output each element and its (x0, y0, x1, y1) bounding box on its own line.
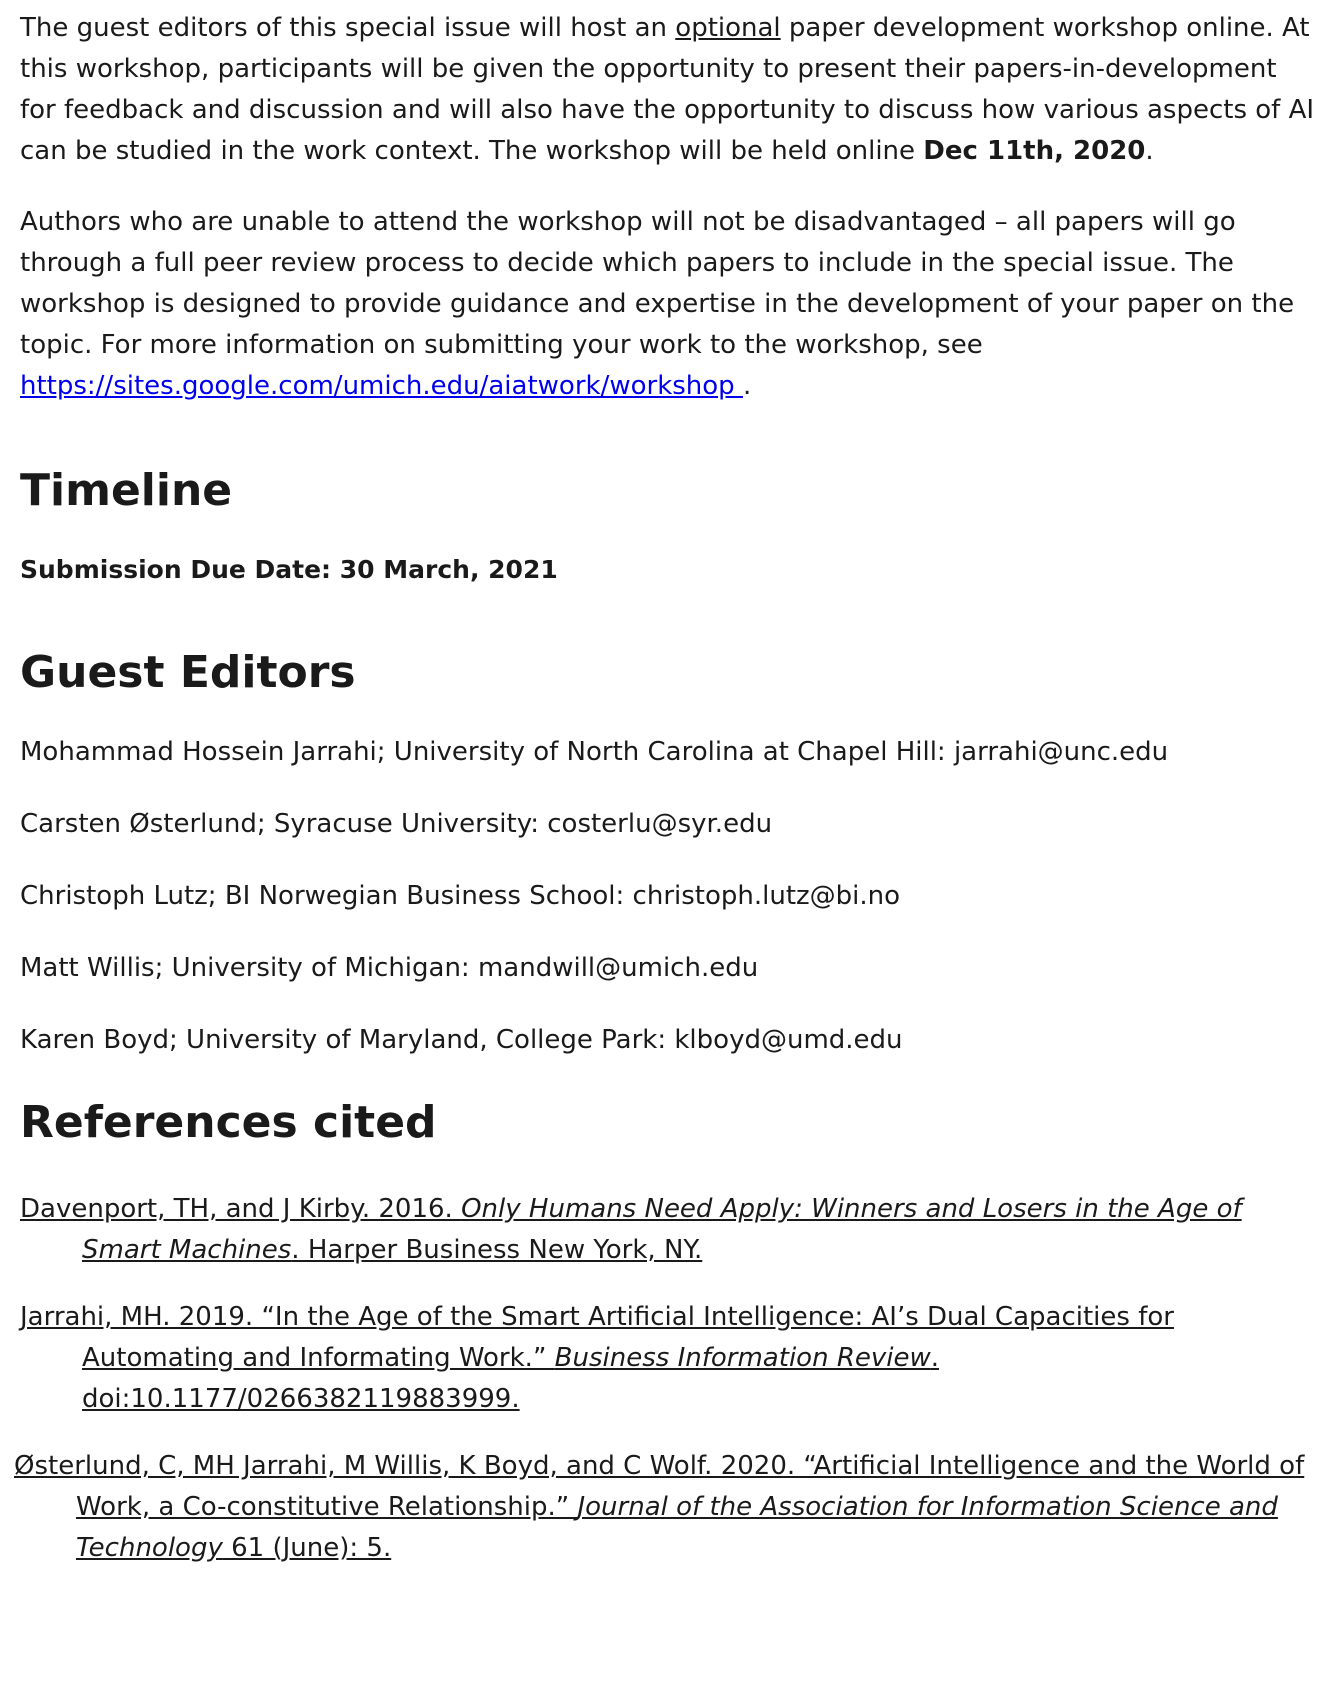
reference-entry (14, 1446, 1320, 1569)
reference-details: . Harper Business New York, NY. (291, 1235, 703, 1265)
references-list (14, 1189, 1320, 1569)
workshop-text-a: The guest editors of this special issue will host an (20, 13, 676, 43)
workshop-text-b: paper development workshop online. At this workshop, participants will be given the opportunity to present their papers-in-development for feedback and discussion and will also have the opportunity to discuss how various aspects of AI can be studied in the work context. The workshop will be held online (20, 13, 1315, 166)
editor-entry: Matt Willis; University of Michigan: mandwill@umich.edu (20, 953, 759, 983)
document-page (14, 8, 1320, 1595)
guest-editors-heading: Guest Editors (20, 647, 356, 698)
workshop-paragraph (20, 8, 1320, 172)
workshop-text-end: . (1145, 136, 1154, 166)
reference-details: . doi:10.1177/0266382119883999. (82, 1343, 940, 1414)
reference-authors: Østerlund, C, MH Jarrahi, M Willis, K Boyd, and C Wolf. 2020. “Artificial Intelligence and the World of Work, a Co-constitutive Relationship.” (14, 1451, 1305, 1522)
optional-word: optional (675, 13, 781, 43)
reference-title: Journal of the Association for Information Science and Technology (76, 1492, 1278, 1563)
submission-due-date: Submission Due Date: 30 March, 2021 (20, 555, 558, 584)
workshop-date: Dec 11th, 2020 (923, 136, 1146, 166)
reference-entry (20, 1297, 1320, 1420)
reference-details: 61 (June): 5. (222, 1533, 392, 1563)
editor-entry: Christoph Lutz; BI Norwegian Business School: christoph.lutz@bi.no (20, 881, 901, 911)
timeline-heading: Timeline (20, 465, 233, 516)
workshop-link[interactable]: https://sites.google.com/umich.edu/aiatwork/workshop (20, 371, 743, 401)
editors-list (20, 735, 1320, 1057)
reference-authors: Davenport, TH, and J Kirby. 2016. (20, 1194, 462, 1224)
authors-text-end: . (742, 371, 752, 401)
reference-title: Business Information Review (554, 1343, 931, 1373)
references-heading: References cited (20, 1097, 437, 1148)
reference-authors: Jarrahi, MH. 2019. “In the Age of the Smart Artificial Intelligence: AI’s Dual Capacities for Automating and Informating Work.” (20, 1302, 1174, 1373)
reference-title: Only Humans Need Apply: Winners and Losers in the Age of Smart Machines (82, 1194, 1242, 1265)
editor-entry: Karen Boyd; University of Maryland, College Park: klboyd@umd.edu (20, 1025, 903, 1055)
authors-paragraph (20, 202, 1320, 407)
authors-text: Authors who are unable to attend the workshop will not be disadvantaged – all papers will go through a full peer review process to decide which papers to include in the special issue. The workshop is designed to provide guidance and expertise in the development of your paper on the topic. For more information on submitting your work to the workshop, see (20, 207, 1295, 360)
editor-entry: Mohammad Hossein Jarrahi; University of North Carolina at Chapel Hill: jarrahi@unc.edu (20, 737, 1169, 767)
editor-entry: Carsten Østerlund; Syracuse University: costerlu@syr.edu (20, 809, 773, 839)
reference-entry (20, 1189, 1320, 1271)
